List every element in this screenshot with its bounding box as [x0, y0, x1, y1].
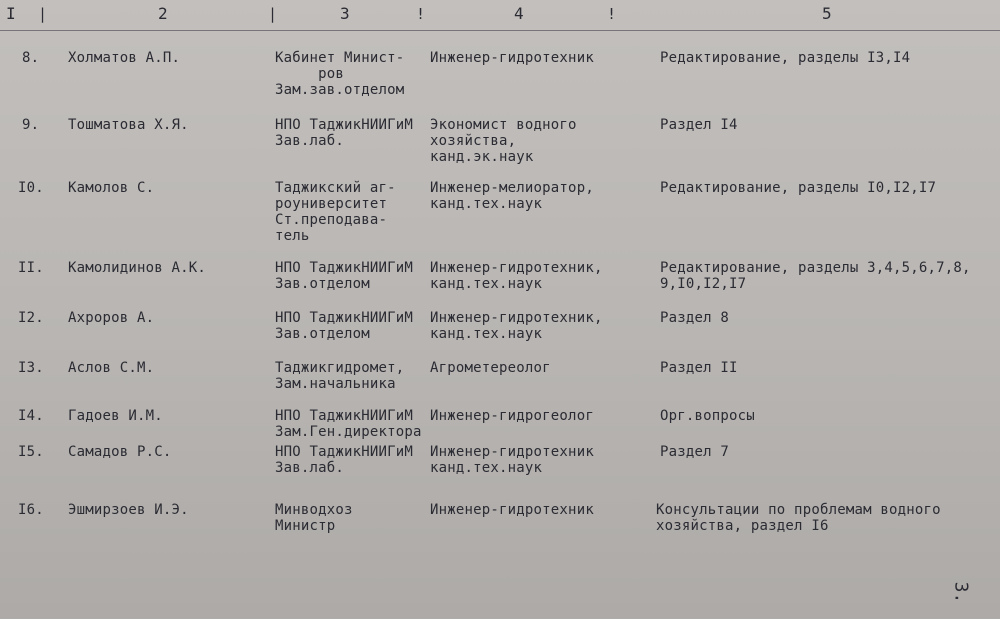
row-number: I5. [18, 444, 44, 460]
contribution: Редактирование, разделы I3,I4 [660, 50, 911, 66]
organization-position: НПО ТаджикНИИГиМ Зав.лаб. [275, 117, 414, 149]
organization-position: Минводхоз Министр [275, 502, 353, 534]
specialty: Инженер-гидротехник канд.тех.наук [430, 444, 594, 476]
specialty: Агрометереолог [430, 360, 551, 376]
specialty: Инженер-гидротехник, канд.тех.наук [430, 310, 603, 342]
header-col-1: I [6, 4, 16, 23]
organization-position: НПО ТаджикНИИГиМ Зав.лаб. [275, 444, 414, 476]
header-divider: | [38, 5, 48, 23]
specialty: Экономист водного хозяйства, канд.эк.наук [430, 117, 577, 165]
organization-position: НПО ТаджикНИИГиМ Зав.отделом [275, 310, 414, 342]
table-header [0, 0, 1000, 31]
header-col-2: 2 [158, 4, 168, 23]
header-col-3: 3 [340, 4, 350, 23]
person-name: Камолидинов А.К. [68, 260, 207, 276]
person-name: Камолов С. [68, 180, 155, 196]
specialty: Инженер-гидротехник, канд.тех.наук [430, 260, 603, 292]
contribution: Консультации по проблемам водного хозяйства, раздел I6 [656, 502, 941, 534]
person-name: Аслов С.М. [68, 360, 155, 376]
row-number: I3. [18, 360, 44, 376]
header-divider: ! [416, 5, 426, 23]
contribution: Раздел 7 [660, 444, 730, 460]
contribution: Редактирование, разделы 3,4,5,6,7,8, 9,I0,I2,I7 [660, 260, 971, 292]
contribution: Орг.вопросы [660, 408, 755, 424]
person-name: Эшмирзоев И.Э. [68, 502, 189, 518]
row-number: I4. [18, 408, 44, 424]
organization-position: Таджикский аг- роуниверситет Ст.преподава- тель [275, 180, 396, 244]
contribution: Раздел 8 [660, 310, 730, 326]
organization-position: Таджикгидромет, Зам.начальника [275, 360, 405, 392]
row-number: I0. [18, 180, 44, 196]
specialty: Инженер-гидрогеолог [430, 408, 594, 424]
row-number: 8. [22, 50, 40, 66]
organization-position: Кабинет Минист- ров Зам.зав.отделом [275, 50, 405, 98]
person-name: Ахроров А. [68, 310, 155, 326]
row-number: I2. [18, 310, 44, 326]
row-number: 9. [22, 117, 40, 133]
specialty: Инженер-гидротехник [430, 50, 594, 66]
page-number: 3. [950, 581, 972, 604]
row-number: II. [18, 260, 44, 276]
contribution: Раздел I4 [660, 117, 738, 133]
header-divider: ! [607, 5, 617, 23]
header-divider: | [268, 5, 278, 23]
person-name: Тошматова Х.Я. [68, 117, 189, 133]
organization-position: НПО ТаджикНИИГиМ Зам.Ген.директора [275, 408, 422, 440]
header-col-4: 4 [514, 4, 524, 23]
specialty: Инженер-гидротехник [430, 502, 594, 518]
person-name: Холматов А.П. [68, 50, 181, 66]
row-number: I6. [18, 502, 44, 518]
person-name: Гадоев И.М. [68, 408, 163, 424]
person-name: Самадов Р.С. [68, 444, 172, 460]
organization-position: НПО ТаджикНИИГиМ Зав.отделом [275, 260, 414, 292]
contribution: Раздел II [660, 360, 738, 376]
specialty: Инженер-мелиоратор, канд.тех.наук [430, 180, 594, 212]
contribution: Редактирование, разделы I0,I2,I7 [660, 180, 937, 196]
header-col-5: 5 [822, 4, 832, 23]
